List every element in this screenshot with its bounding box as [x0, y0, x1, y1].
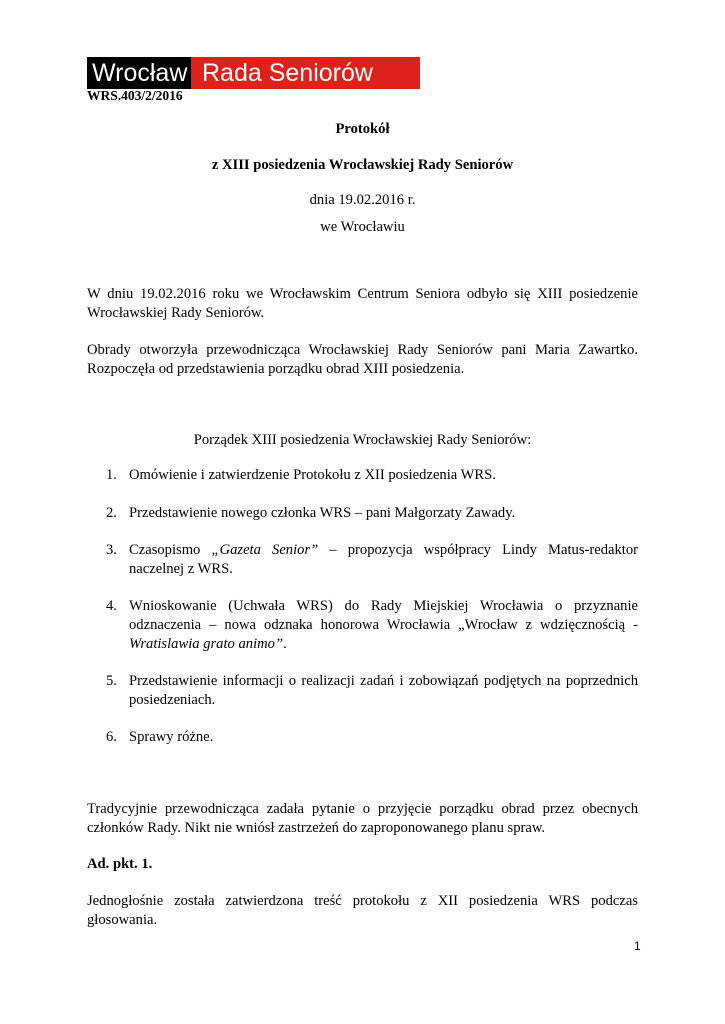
agenda-item-text-post: – propozycja współpracy Lindy Matus-redaktor naczelnej z WRS.: [129, 542, 638, 577]
agenda-approval-paragraph: Tradycyjnie przewodnicząca zadała pytanie o przyjęcie porządku obrad przez obecnych członków Rady. Nikt nie wniósł zastrzeżeń do zaproponowanego planu spraw.: [87, 801, 638, 836]
magazine-title: „Gazeta Senior”: [211, 542, 319, 558]
agenda-item-text: Sprawy różne.: [129, 729, 214, 745]
honorary-badge-motto: Wratislawia grato animo”: [129, 636, 284, 652]
wroclaw-rada-seniorow-logo: [87, 57, 420, 89]
agenda-item-number: 3.: [106, 542, 117, 558]
section-heading-ad-1: Ad. pkt. 1.: [87, 856, 153, 872]
agenda-item-number: 6.: [106, 729, 117, 745]
meeting-place: we Wrocławiu: [320, 219, 405, 235]
intro-paragraph: W dniu 19.02.2016 roku we Wrocławskim Centrum Seniora odbyło się XIII posiedzenie Wrocławskiej Rady Seniorów.: [87, 286, 638, 321]
agenda-item-text-pre: Wnioskowanie (Uchwała WRS) do Rady Miejskiej Wrocławia o przyznanie odznaczenia – nowa odznaka honorowa Wrocławia „Wrocław z wdzięcznością -: [129, 598, 638, 633]
agenda-item-text: Omówienie i zatwierdzenie Protokołu z XII posiedzenia WRS.: [129, 467, 496, 483]
meeting-date: dnia 19.02.2016 r.: [309, 192, 416, 208]
opening-paragraph: Obrady otworzyła przewodnicząca Wrocławskiej Rady Seniorów pani Maria Zawartko. Rozpoczęła od przedstawienia porządku obrad XIII posiedzenia.: [87, 342, 638, 377]
page-number: 1: [634, 939, 641, 953]
logo-council-text: Rada Seniorów: [191, 57, 420, 89]
agenda-item-number: 2.: [106, 505, 117, 521]
agenda-item-text: [129, 541, 638, 579]
agenda-item-text: Przedstawienie nowego członka WRS – pani Małgorzaty Zawady.: [129, 505, 516, 521]
agenda-heading: Porządek XIII posiedzenia Wrocławskiej Rady Seniorów:: [193, 432, 532, 448]
document-title: Protokół: [335, 121, 390, 137]
agenda-item-number: 4.: [106, 598, 117, 614]
agenda-item-text: [129, 597, 638, 654]
logo-city-text: Wrocław: [87, 57, 191, 89]
agenda-item-number: 5.: [106, 673, 117, 689]
agenda-item-number: 1.: [106, 467, 117, 483]
agenda-item-text: Przedstawienie informacji o realizacji zadań i zobowiązań podjętych na poprzednich posiedzeniach.: [129, 673, 638, 708]
agenda-item-text-post: .: [283, 636, 287, 652]
protocol-approval-paragraph: Jednogłośnie została zatwierdzona treść protokołu z XII posiedzenia WRS podczas głosowania.: [87, 893, 638, 928]
document-reference: WRS.403/2/2016: [87, 88, 183, 103]
agenda-item-text-pre: Czasopismo: [129, 542, 212, 558]
document-subtitle: z XIII posiedzenia Wrocławskiej Rady Seniorów: [211, 157, 514, 173]
